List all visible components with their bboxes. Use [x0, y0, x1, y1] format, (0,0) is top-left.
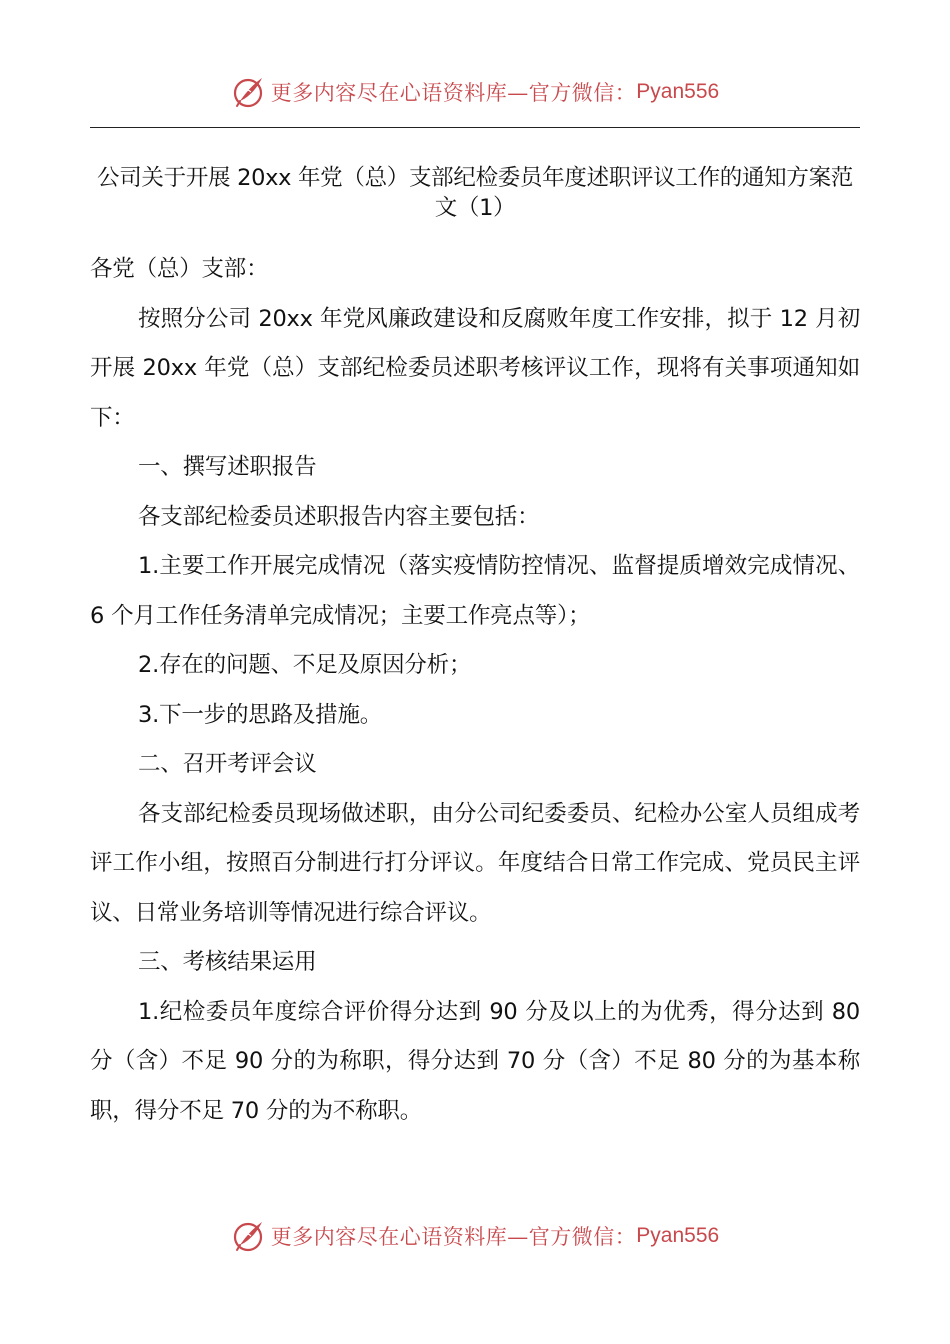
intro-paragraph: 按照分公司 20xx 年党风廉政建设和反腐败年度工作安排，拟于 12 月初开展 20xx 年党（总）支部纪检委员述职考核评议工作，现将有关事项通知如下： [90, 305, 860, 431]
list-item: 3.下一步的思路及措施。 [138, 701, 383, 728]
banner-contact: Pyan556 [636, 1224, 720, 1247]
list-item: 1.纪检委员年度综合评价得分达到 90 分及以上的为优秀，得分达到 80 分（含）不足 90 分的为称职，得分达到 70 分（含）不足 80 分的为基本称职，得分不足 70 分的为不称职。 [90, 998, 860, 1124]
header-divider [90, 127, 860, 128]
section-heading-2: 二、召开考评会议 [138, 751, 317, 777]
quill-logo-icon [231, 74, 267, 110]
document-title: 公司关于开展 20xx 年党（总）支部纪检委员年度述职评议工作的通知方案范文（1） [97, 165, 853, 221]
body-paragraph: 各支部纪检委员述职报告内容主要包括： [138, 503, 540, 530]
list-item: 2.存在的问题、不足及原因分析； [138, 652, 472, 678]
quill-logo-icon [231, 1218, 267, 1254]
document-body [90, 245, 860, 1136]
footer-banner [0, 1214, 950, 1258]
list-item: 1.主要工作开展完成情况（落实疫情防控情况、监督提质增效完成情况、6 个月工作任务清单完成情况；主要工作亮点等）； [90, 553, 860, 629]
body-paragraph: 各支部纪检委员现场做述职，由分公司纪委委员、纪检办公室人员组成考评工作小组，按照百分制进行打分评议。年度结合日常工作完成、党员民主评议、日常业务培训等情况进行综合评议。 [90, 800, 860, 926]
banner-contact: Pyan556 [636, 80, 720, 103]
banner-text: 更多内容尽在心语资料库—官方微信： [270, 1225, 637, 1249]
section-heading-1: 一、撰写述职报告 [138, 454, 317, 480]
section-heading-3: 三、考核结果运用 [138, 949, 317, 975]
header-banner [0, 70, 950, 114]
banner-text: 更多内容尽在心语资料库—官方微信： [270, 81, 637, 105]
salutation: 各党（总）支部： [90, 256, 269, 282]
